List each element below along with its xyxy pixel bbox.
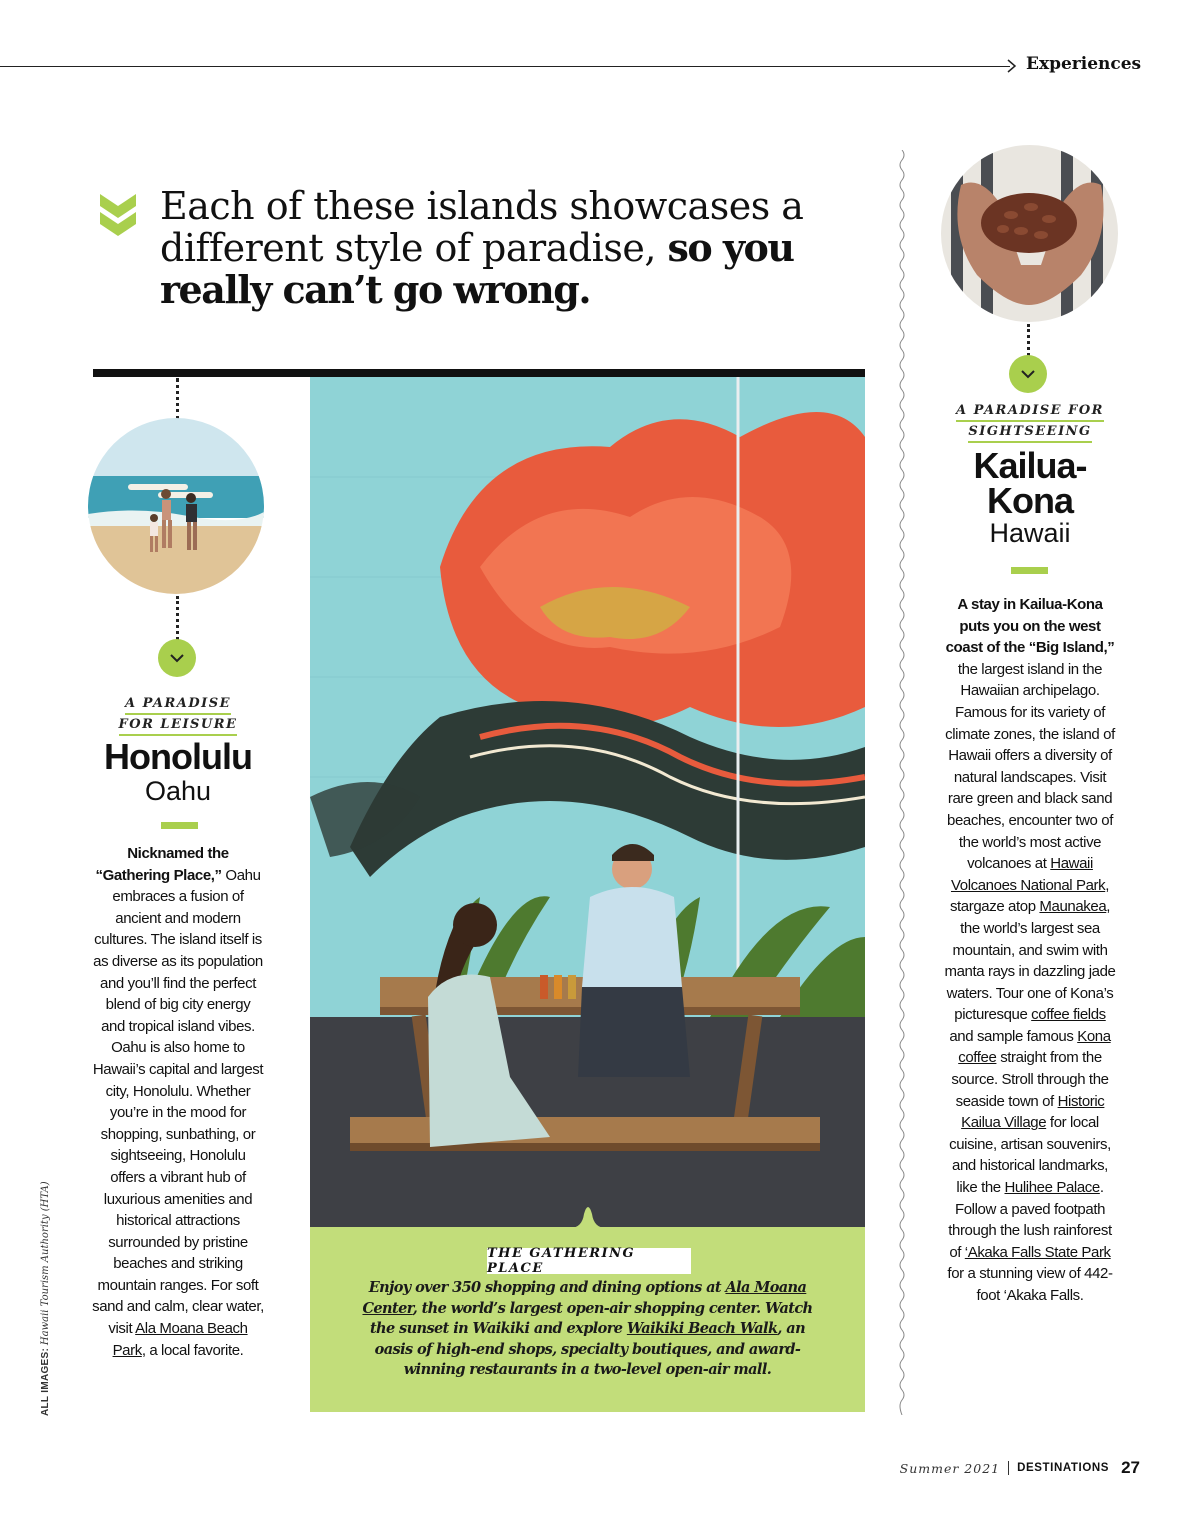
island-subtitle: Hawaii [989,518,1071,548]
beach-family-photo [88,418,264,594]
body-text: Oahu embraces a fusion of ancient and modern cultures. The island itself is as diverse as its population and you’ll find the perfect blend of big city energy and tropical island vibes. Oahu is also home to Hawaii’s capital and largest city, Honolulu. Whether you’re in the mood for shopping, sunbathing, or sightseeing, Honolulu offers a vibrant hub of luxurious amenities and historical attractions surrounded by pristine beaches and striking mountain ranges. For soft sand and calm, clear water, visit [92,866,264,1338]
wavy-divider [895,150,909,1415]
caption-body: Enjoy over 350 shopping and dining options at [368,1279,726,1296]
city-title: Honolulu [104,736,252,777]
chevron-down-icon [1009,355,1047,393]
body-text: , a local favorite. [141,1341,244,1359]
honolulu-body [92,843,264,1361]
body-text: for a stunning view of 442-foot ‘Akaka Falls. [947,1265,1113,1304]
chevron-down-icon [158,639,196,677]
link-hulihee-palace[interactable]: Hulihee Palace [1004,1179,1100,1197]
connector-dots [176,378,179,420]
link-coffee-fields[interactable]: coffee fields [1031,1006,1106,1024]
section-bar [93,369,865,377]
link-hawaii-volcanoes[interactable]: Hawaii Volcanoes National Park [950,855,1106,894]
kicker-line: A PARADISE [125,694,231,715]
double-chevron-icon [98,190,138,238]
body-text: , the world’s largest sea mountain, and swim with manta rays in dazzling jade waters. Tour one of Kona’s picturesque [944,898,1116,1024]
body-text: . Follow a paved footpath through the lush rainforest of [948,1179,1112,1261]
green-divider [161,822,198,829]
cacao-beans-photo [941,145,1118,322]
headline-bold: so you really can’t go wrong. [160,225,794,312]
city-title [930,445,1130,521]
green-divider [1011,567,1048,574]
kicker-line: SIGHTSEEING [968,422,1091,443]
connector-dots [1027,324,1030,356]
kona-kicker [940,401,1120,443]
body-lead: Nicknamed the “Gathering Place,” [95,845,229,884]
link-ala-moana-beach-park[interactable]: Ala Moana Beach Park [112,1320,248,1359]
caption-text [355,1278,820,1381]
kicker-line: FOR LEISURE [119,715,238,736]
body-text: and sample famous [949,1027,1078,1045]
chevron-right-icon [1004,59,1018,73]
connector-dots [176,596,179,640]
magazine-name: DESTINATIONS [1017,1462,1110,1474]
issue-season: Summer 2021 [899,1460,1001,1476]
caption-body: , the world’s largest open-air shopping center. Watch the sunset in Waikiki and explore [369,1299,813,1338]
link-kona-coffee[interactable]: Kona coffee [958,1027,1111,1067]
header-rule [0,66,1010,67]
headline-regular: Each of these islands showcases a different style of paradise, [160,184,804,270]
link-waikiki-beach-walk[interactable]: Waikiki Beach Walk [626,1320,778,1338]
kona-body [944,594,1116,1307]
body-lead: A stay in Kailua-Kona puts you on the west coast of the “Big Island,” [945,596,1115,657]
caption-tag: THE GATHERING PLACE [487,1248,691,1274]
caption-body: , an oasis of high-end shops, specialty boutiques, and award-winning restaurants in a two-level open-air mall. [374,1320,806,1379]
link-ala-moana-center[interactable]: Ala Moana Center [362,1279,807,1317]
section-label[interactable]: Experiences [1026,54,1142,74]
page-number: 27 [1121,1458,1140,1477]
link-akaka-falls[interactable]: ‘Akaka Falls State Park [964,1243,1111,1261]
body-text: for local cuisine, artisan souvenirs, and historical landmarks, like the [949,1114,1111,1197]
page-headline [160,186,840,311]
credit-label: ALL IMAGES: [40,1347,51,1416]
link-maunakea[interactable]: Maunakea [1039,898,1107,916]
honolulu-kicker [88,694,268,736]
city-line: Kona [987,480,1073,521]
mural-dining-photo [310,377,865,1227]
island-subtitle: Oahu [144,776,212,806]
city-line: Kailua- [973,445,1087,486]
credit-source: Hawaii Tourism Authority (HTA) [40,1181,51,1346]
caption-notch [570,1200,606,1228]
body-text: the largest island in the Hawaiian archipelago. Famous for its variety of climate zones, the island of Hawaii offers a diversity of natural landscapes. Visit rare green and black sand beaches, encounter two of the world’s most active volcanoes at [945,660,1115,873]
photo-credit [40,1181,51,1416]
footer-divider [1008,1461,1009,1475]
body-text: straight from the source. Stroll through the seaside town of [951,1049,1109,1110]
kicker-line: A PARADISE FOR [956,401,1104,422]
link-historic-kailua-village[interactable]: Historic Kailua Village [961,1092,1105,1132]
body-text: , stargaze atop [949,876,1109,916]
page-footer [900,1458,1140,1478]
